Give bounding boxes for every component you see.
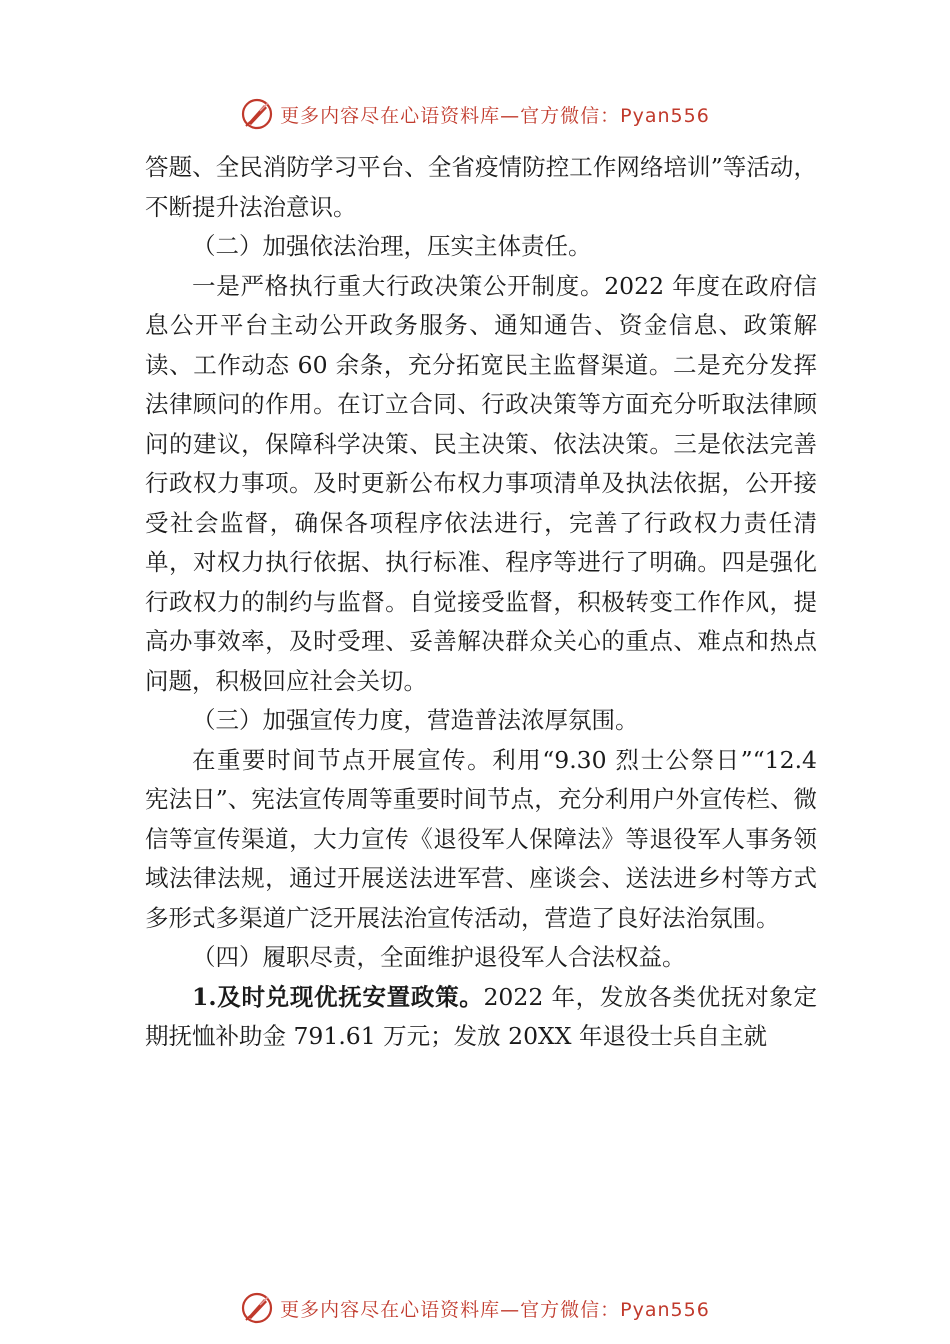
header-watermark (0, 94, 950, 134)
quill-pen-logo-icon (240, 97, 274, 131)
paragraph-policy (145, 978, 817, 1057)
paragraph-governance: 一是严格执行重大行政决策公开制度。2022 年度在政府信息公开平台主动公开政务服务、通知通告、资金信息、政策解读、工作动态 60 余条，充分拓宽民主监督渠道。二是充分发挥法律顾问的作用。在订立合同、行政决策等方面充分听取法律顾问的建议，保障科学决策、民主决策、依法决策。三是依法完善行政权力事项。及时更新公布权力事项清单及执法依据，公开接受社会监督，确保各项程序依法进行，完善了行政权力责任清单，对权力执行依据、执行标准、程序等进行了明确。四是强化行政权力的制约与监督。自觉接受监督，积极转变工作作风，提高办事效率，及时受理、妥善解决群众关心的重点、难点和热点问题，积极回应社会关切。 (145, 271, 817, 695)
paragraph-continued: 答题、全民消防学习平台、全省疫情防控工作网络培训”等活动，不断提升法治意识。 (145, 153, 817, 221)
section-heading-4: （四）履职尽责，全面维护退役军人合法权益。 (192, 943, 686, 971)
document-body (145, 148, 817, 1057)
watermark-text: 更多内容尽在心语资料库—官方微信：Pyan556 (280, 1298, 710, 1321)
watermark-text: 更多内容尽在心语资料库—官方微信：Pyan556 (280, 104, 710, 127)
section-heading-3: （三）加强宣传力度，营造普法浓厚氛围。 (192, 706, 639, 734)
quill-pen-logo-icon (240, 1291, 274, 1325)
section-heading-2: （二）加强依法治理，压实主体责任。 (192, 232, 592, 260)
policy-text: 2022 年，发放各类优抚对象定期抚恤补助金 791.61 万元；发放 20XX 年退役士兵自主就 (145, 982, 817, 1050)
paragraph-publicity: 在重要时间节点开展宣传。利用“9.30 烈士公祭日”“12.4 宪法日”、宪法宣传周等重要时间节点，充分利用户外宣传栏、微信等宣传渠道，大力宣传《退役军人保障法》等退役军人事务领域法律法规，通过开展送法进军营、座谈会、送法进乡村等方式多形式多渠道广泛开展法治宣传活动，营造了良好法治氛围。 (145, 745, 817, 932)
footer-watermark (0, 1288, 950, 1328)
policy-lead: 1.及时兑现优抚安置政策。 (192, 982, 484, 1011)
